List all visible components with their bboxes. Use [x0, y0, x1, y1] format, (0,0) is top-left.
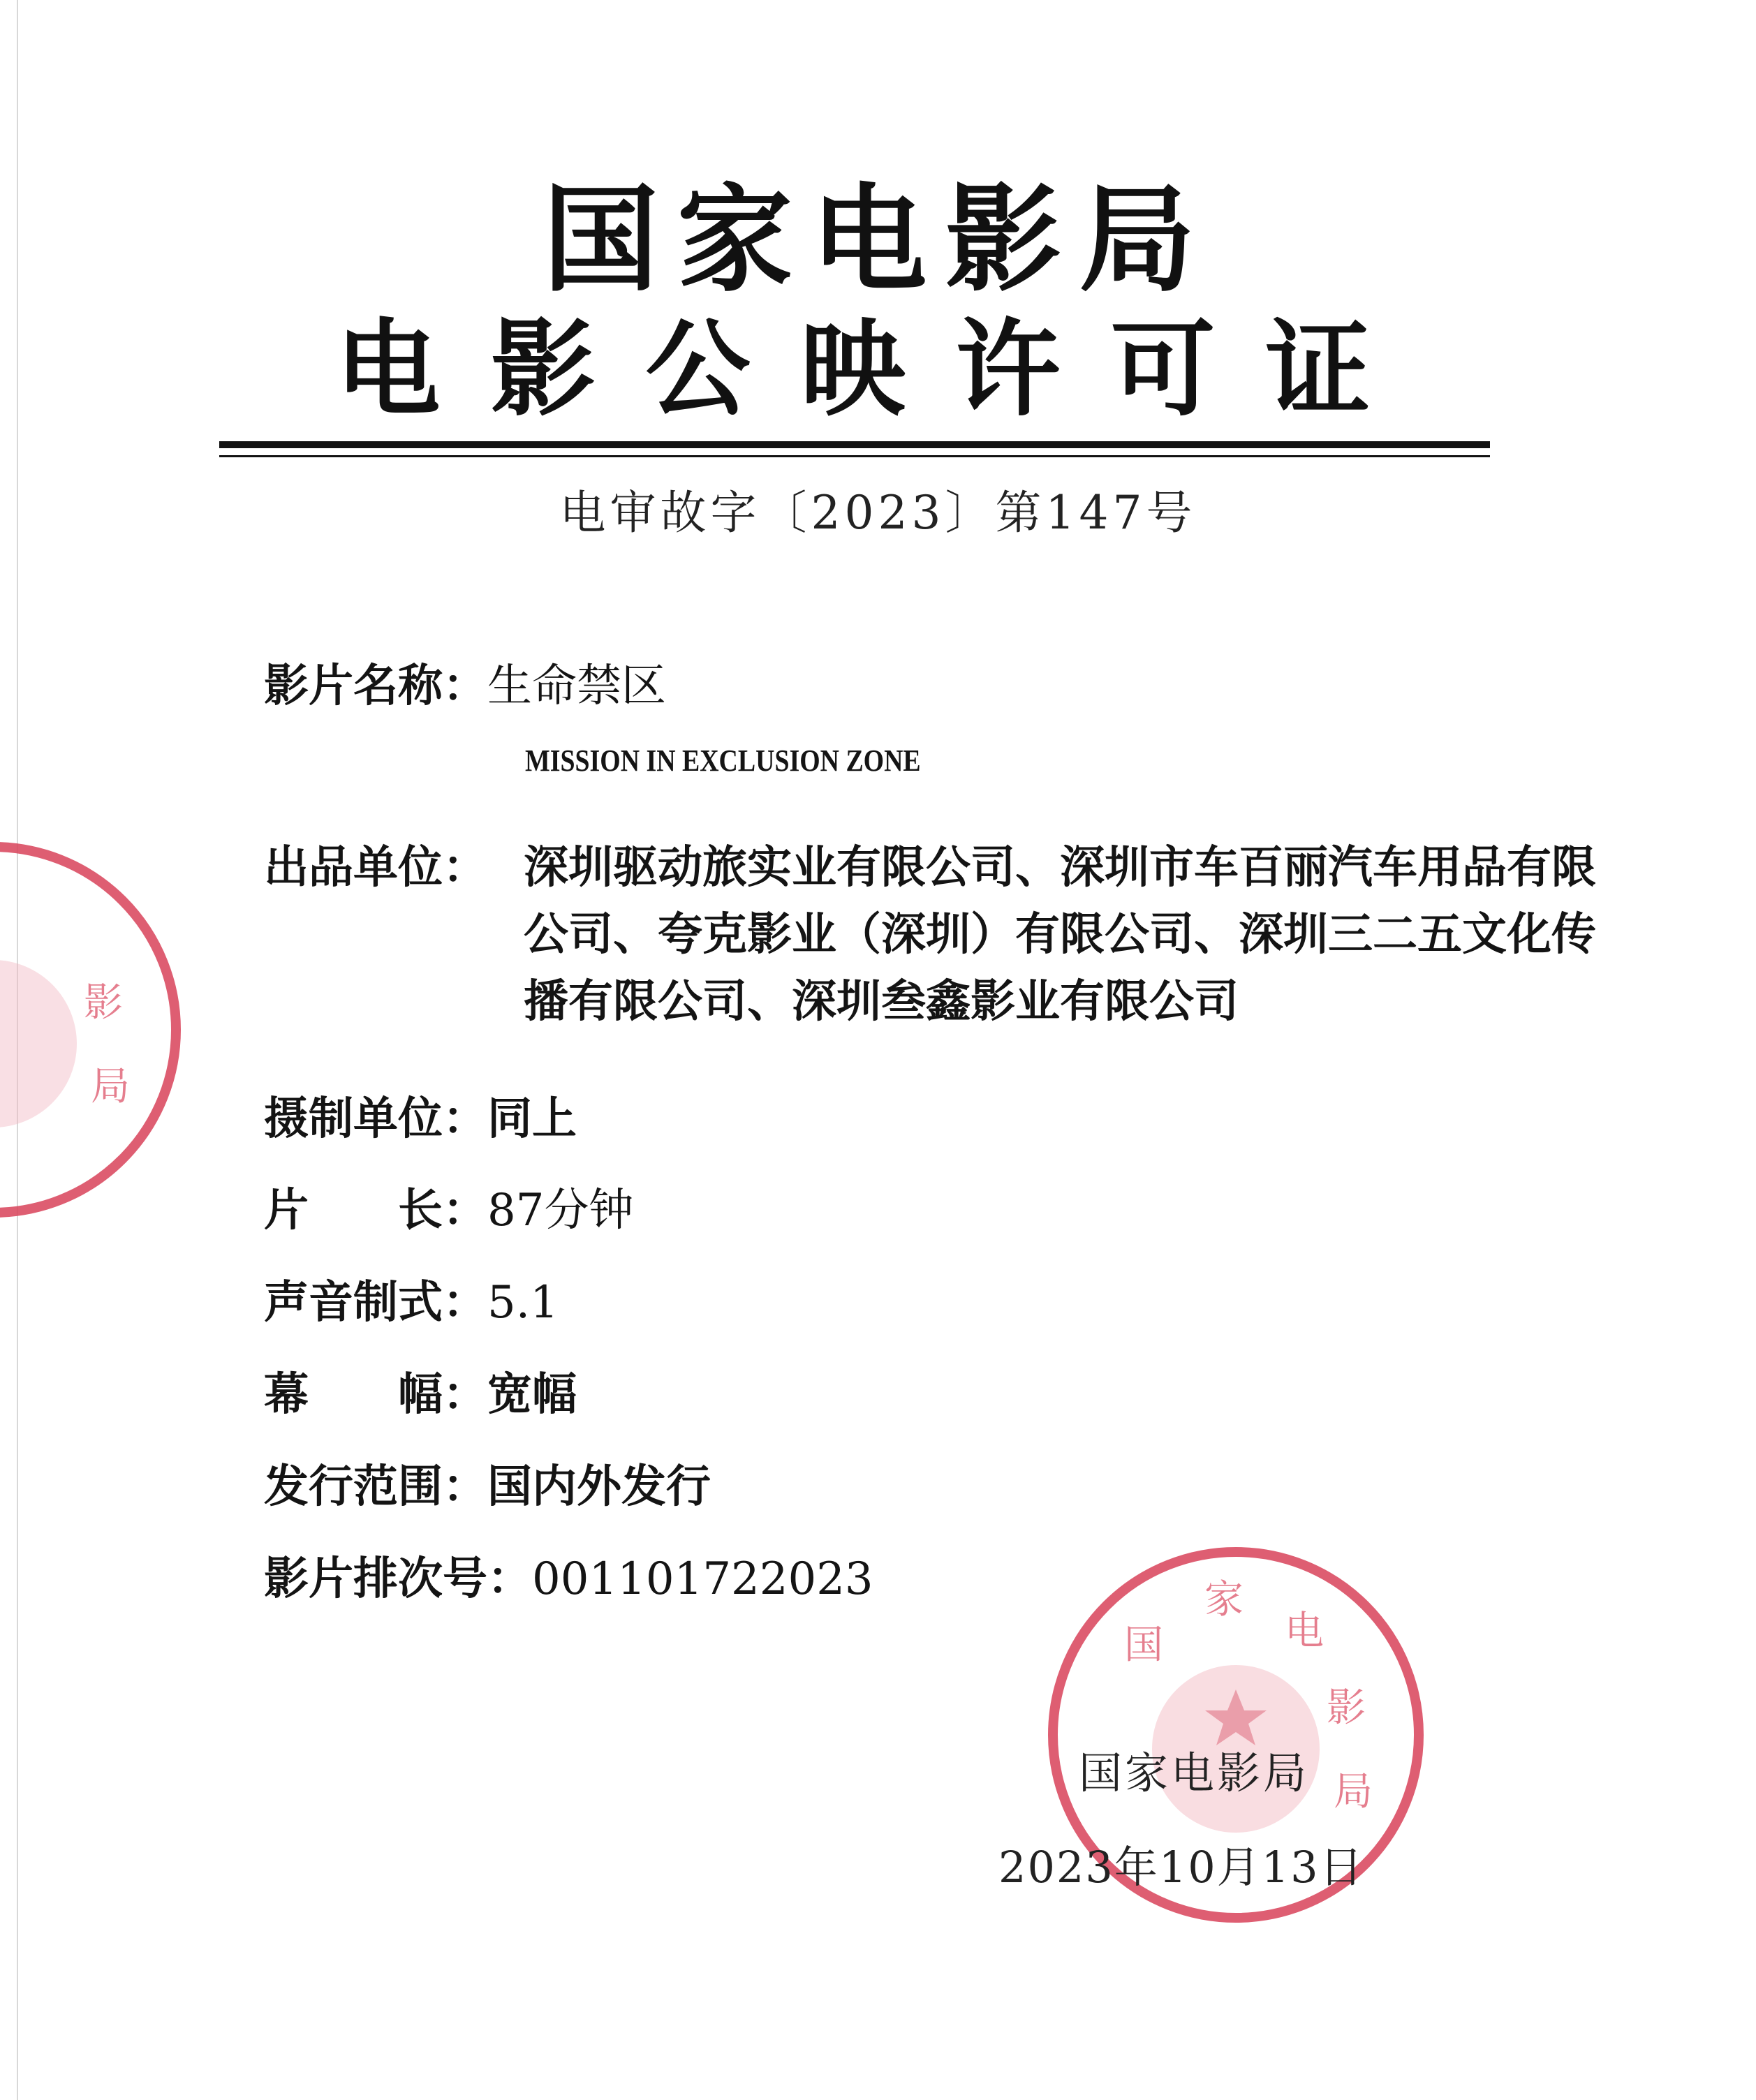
svg-text:局: 局: [91, 1064, 130, 1109]
length-value: 87分钟: [487, 1185, 634, 1236]
screen-value: 宽幅: [487, 1369, 577, 1421]
license-title: 电影公映许可证: [335, 309, 1421, 431]
length-label: 片 长：: [264, 1185, 487, 1236]
batch-number-value: 001101722023: [532, 1553, 873, 1605]
svg-text:国: 国: [1124, 1622, 1163, 1668]
batch-number-label: 影片排次号：: [264, 1553, 532, 1605]
official-seal-partial: [0, 834, 189, 1225]
national-emblem-icon: [0, 960, 77, 1127]
field-batch-number: [264, 1546, 1660, 1613]
film-english-title: MISSION IN EXCLUSION ZONE: [525, 744, 921, 778]
distribution-value: 国内外发行: [487, 1461, 711, 1513]
field-distribution: [264, 1454, 1660, 1521]
screen-label: 幕 幅：: [264, 1369, 487, 1421]
sound-label: 声音制式：: [264, 1277, 487, 1329]
title-rule-thin: [219, 455, 1490, 457]
field-producer: [264, 834, 1660, 1044]
svg-text:电: 电: [1285, 1609, 1324, 1654]
field-screen: [264, 1361, 1660, 1428]
field-production: [264, 1086, 1660, 1153]
svg-text:影: 影: [84, 980, 123, 1026]
producer-value: 深圳驱动旅实业有限公司、深圳市车百丽汽车用品有限公司、夸克影业（深圳）有限公司、深圳三二五文化传播有限公司、深圳叁鑫影业有限公司: [524, 842, 1596, 1028]
document-number: 电审故字〔2023〕第147号: [559, 486, 1197, 540]
field-film-name: [264, 653, 1660, 720]
issuing-authority-title: 国家电影局: [543, 173, 1213, 308]
svg-text:局: 局: [1334, 1769, 1373, 1814]
film-name-label: 影片名称：: [264, 660, 487, 712]
svg-text:影: 影: [1327, 1685, 1366, 1731]
distribution-label: 发行范围：: [264, 1461, 487, 1513]
issuer-name: 国家电影局: [1079, 1747, 1310, 1798]
film-name-value: 生命禁区: [487, 660, 666, 712]
svg-text:家: 家: [1204, 1577, 1244, 1622]
producer-label: 出品单位：: [264, 842, 487, 894]
sound-value: 5.1: [487, 1277, 559, 1329]
issue-date: 2023年10月13日: [998, 1842, 1364, 1893]
title-rule-thick: [219, 441, 1490, 448]
field-length: [264, 1177, 1660, 1244]
field-sound: [264, 1269, 1660, 1336]
production-label: 摄制单位：: [264, 1093, 487, 1145]
production-value: 同上: [487, 1093, 577, 1145]
